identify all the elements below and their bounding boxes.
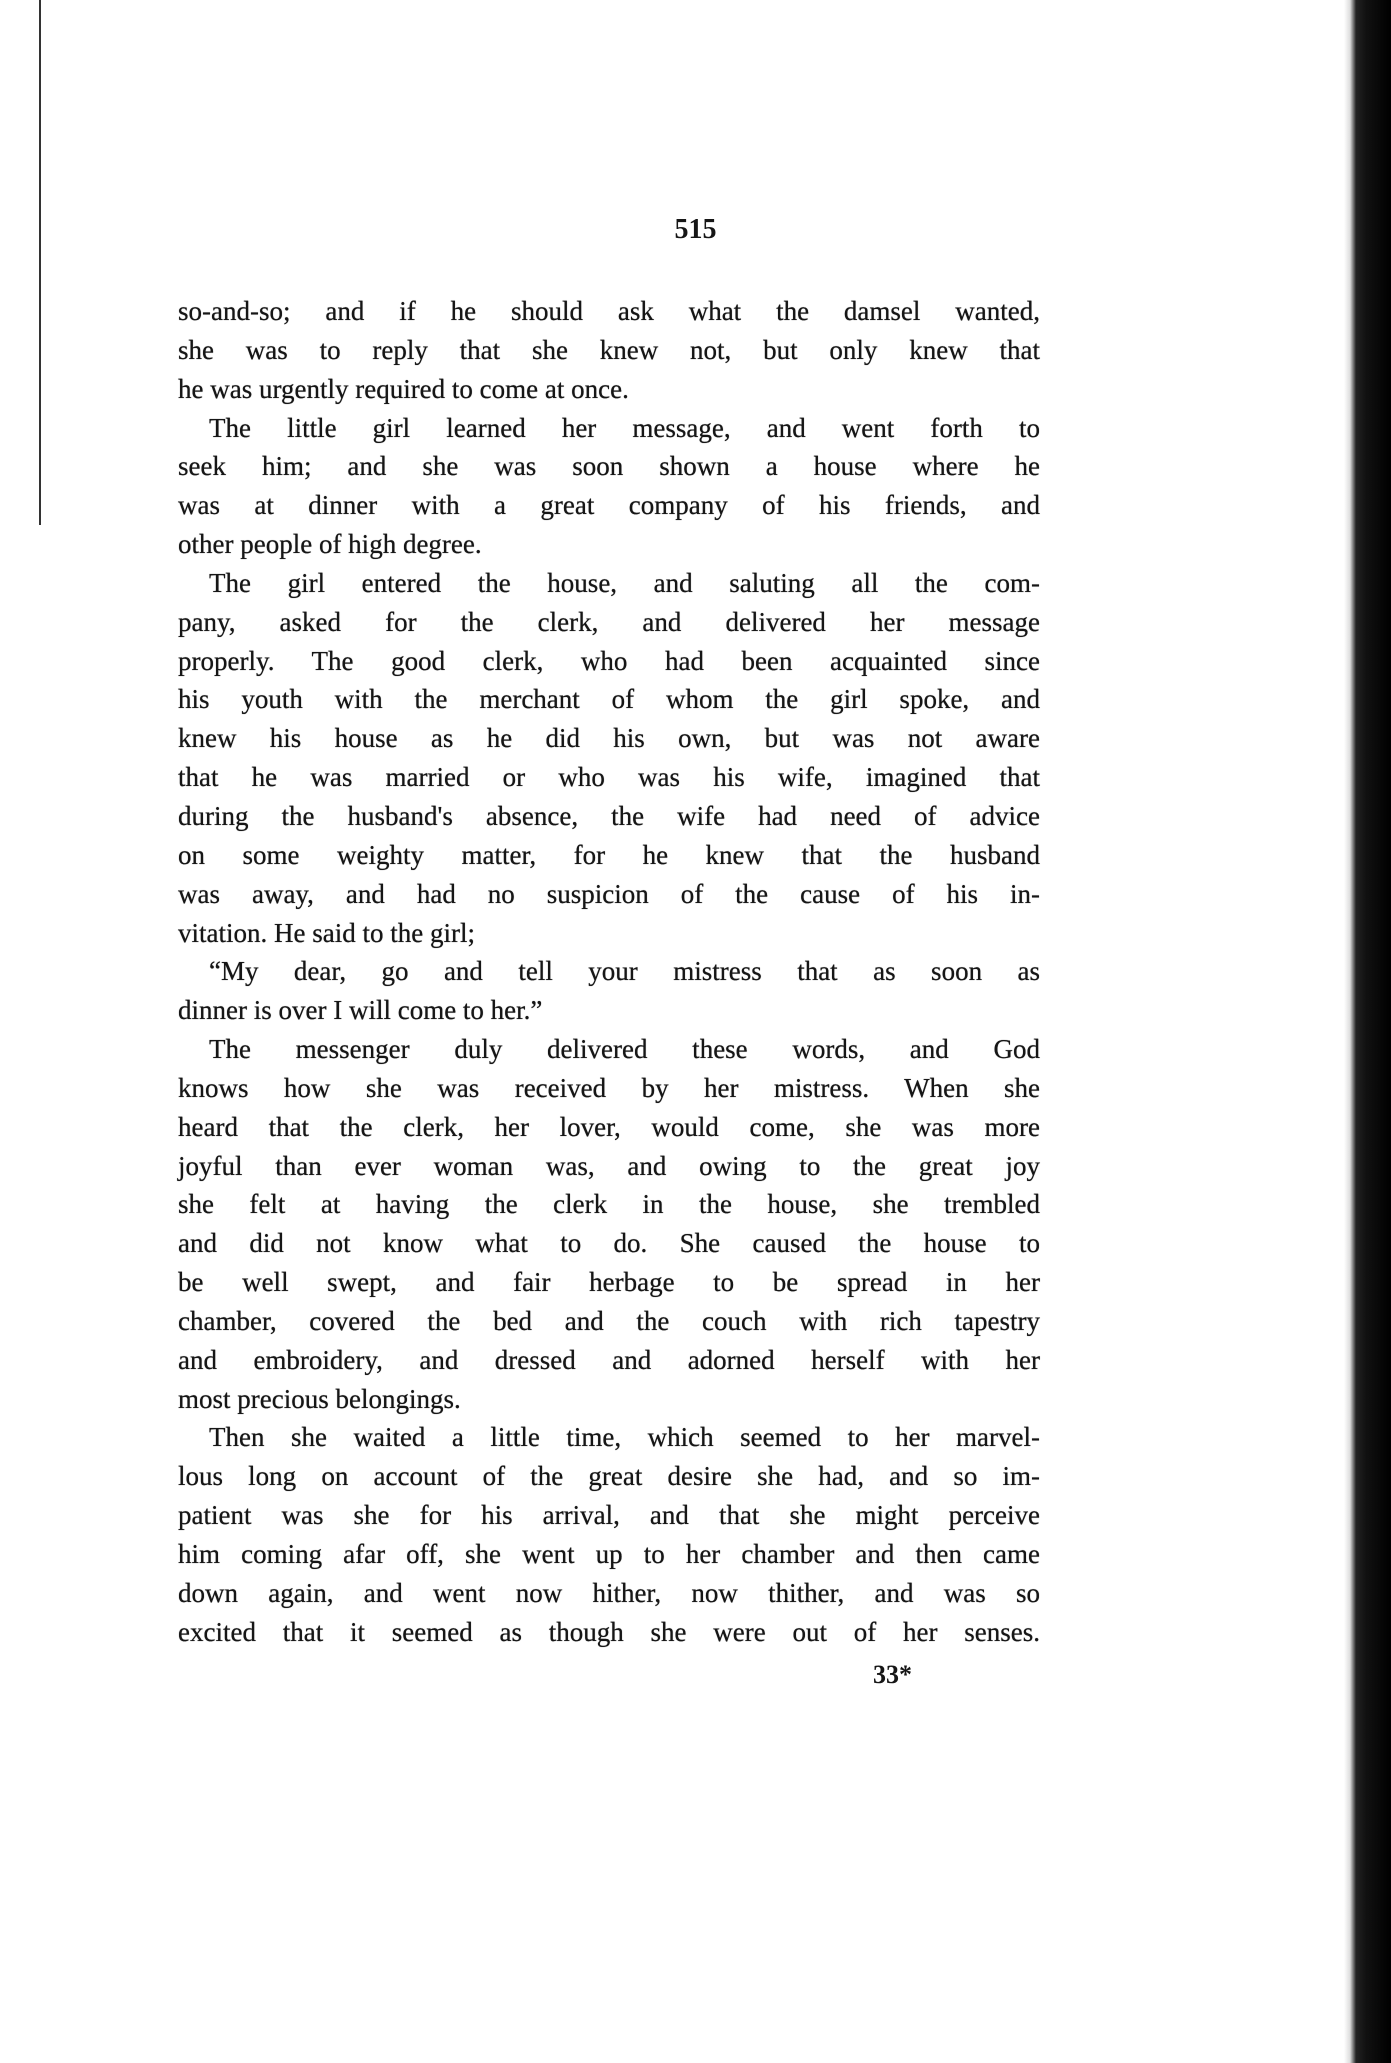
text-line: him coming afar off, she went up to her chamber and then came: [178, 1539, 1040, 1569]
text-line: Then she waited a little time, which seemed to her marvel-: [209, 1422, 1040, 1453]
text-line: and did not know what to do. She caused the house to: [178, 1228, 1040, 1259]
body-text: [178, 292, 1040, 1652]
text-line: was away, and had no suspicion of the cause of his in-: [178, 878, 1040, 909]
text-line: knew his house as he did his own, but was not aware: [178, 723, 1040, 754]
text-line: be well swept, and fair herbage to be spread in her: [178, 1267, 1040, 1298]
text-line: The girl entered the house, and saluting all the com-: [209, 567, 1040, 598]
text-line: joyful than ever woman was, and owing to the great joy: [178, 1150, 1040, 1181]
text-line: was at dinner with a great company of his friends, and: [178, 490, 1040, 521]
text-line: The little girl learned her message, and went forth to: [209, 412, 1040, 443]
text-line: other people of high degree.: [178, 529, 482, 560]
text-line: so-and-so; and if he should ask what the damsel wanted,: [178, 296, 1040, 326]
left-margin-rule: [39, 0, 41, 525]
text-line: lous long on account of the great desire she had, and so im-: [178, 1461, 1040, 1492]
text-line: on some weighty matter, for he knew that the husband: [178, 839, 1040, 870]
text-line: “My dear, go and tell your mistress that as soon as: [209, 956, 1040, 987]
text-line: he was urgently required to come at once.: [178, 373, 629, 404]
text-line: and embroidery, and dressed and adorned herself with her: [178, 1344, 1040, 1375]
text-line: excited that it seemed as though she were out of her senses.: [178, 1616, 1040, 1647]
signature-mark: 33*: [873, 1660, 912, 1689]
text-line: during the husband's absence, the wife had need of advice: [178, 800, 1040, 831]
page-number: 515: [674, 214, 717, 245]
text-line: pany, asked for the clerk, and delivered her message: [178, 606, 1040, 637]
text-line: his youth with the merchant of whom the girl spoke, and: [178, 684, 1040, 715]
text-line: that he was married or who was his wife, imagined that: [178, 762, 1040, 793]
text-line: heard that the clerk, her lover, would come, she was more: [178, 1111, 1040, 1142]
text-line: she was to reply that she knew not, but only knew that: [178, 334, 1040, 365]
text-line: down again, and went now hither, now thither, and was so: [178, 1577, 1040, 1608]
page-binding-edge: [1344, 0, 1391, 2063]
text-line: properly. The good clerk, who had been acquainted since: [178, 645, 1040, 676]
text-line: The messenger duly delivered these words, and God: [209, 1034, 1040, 1065]
text-line: seek him; and she was soon shown a house where he: [178, 451, 1040, 482]
text-line: she felt at having the clerk in the house, she trembled: [178, 1189, 1040, 1220]
text-line: knows how she was received by her mistress. When she: [178, 1072, 1040, 1103]
text-line: chamber, covered the bed and the couch with rich tapestry: [178, 1305, 1040, 1336]
text-line: vitation. He said to the girl;: [178, 917, 475, 948]
text-line: most precious belongings.: [178, 1383, 461, 1414]
text-line: dinner is over I will come to her.”: [178, 995, 543, 1026]
text-line: patient was she for his arrival, and that she might perceive: [178, 1500, 1040, 1531]
